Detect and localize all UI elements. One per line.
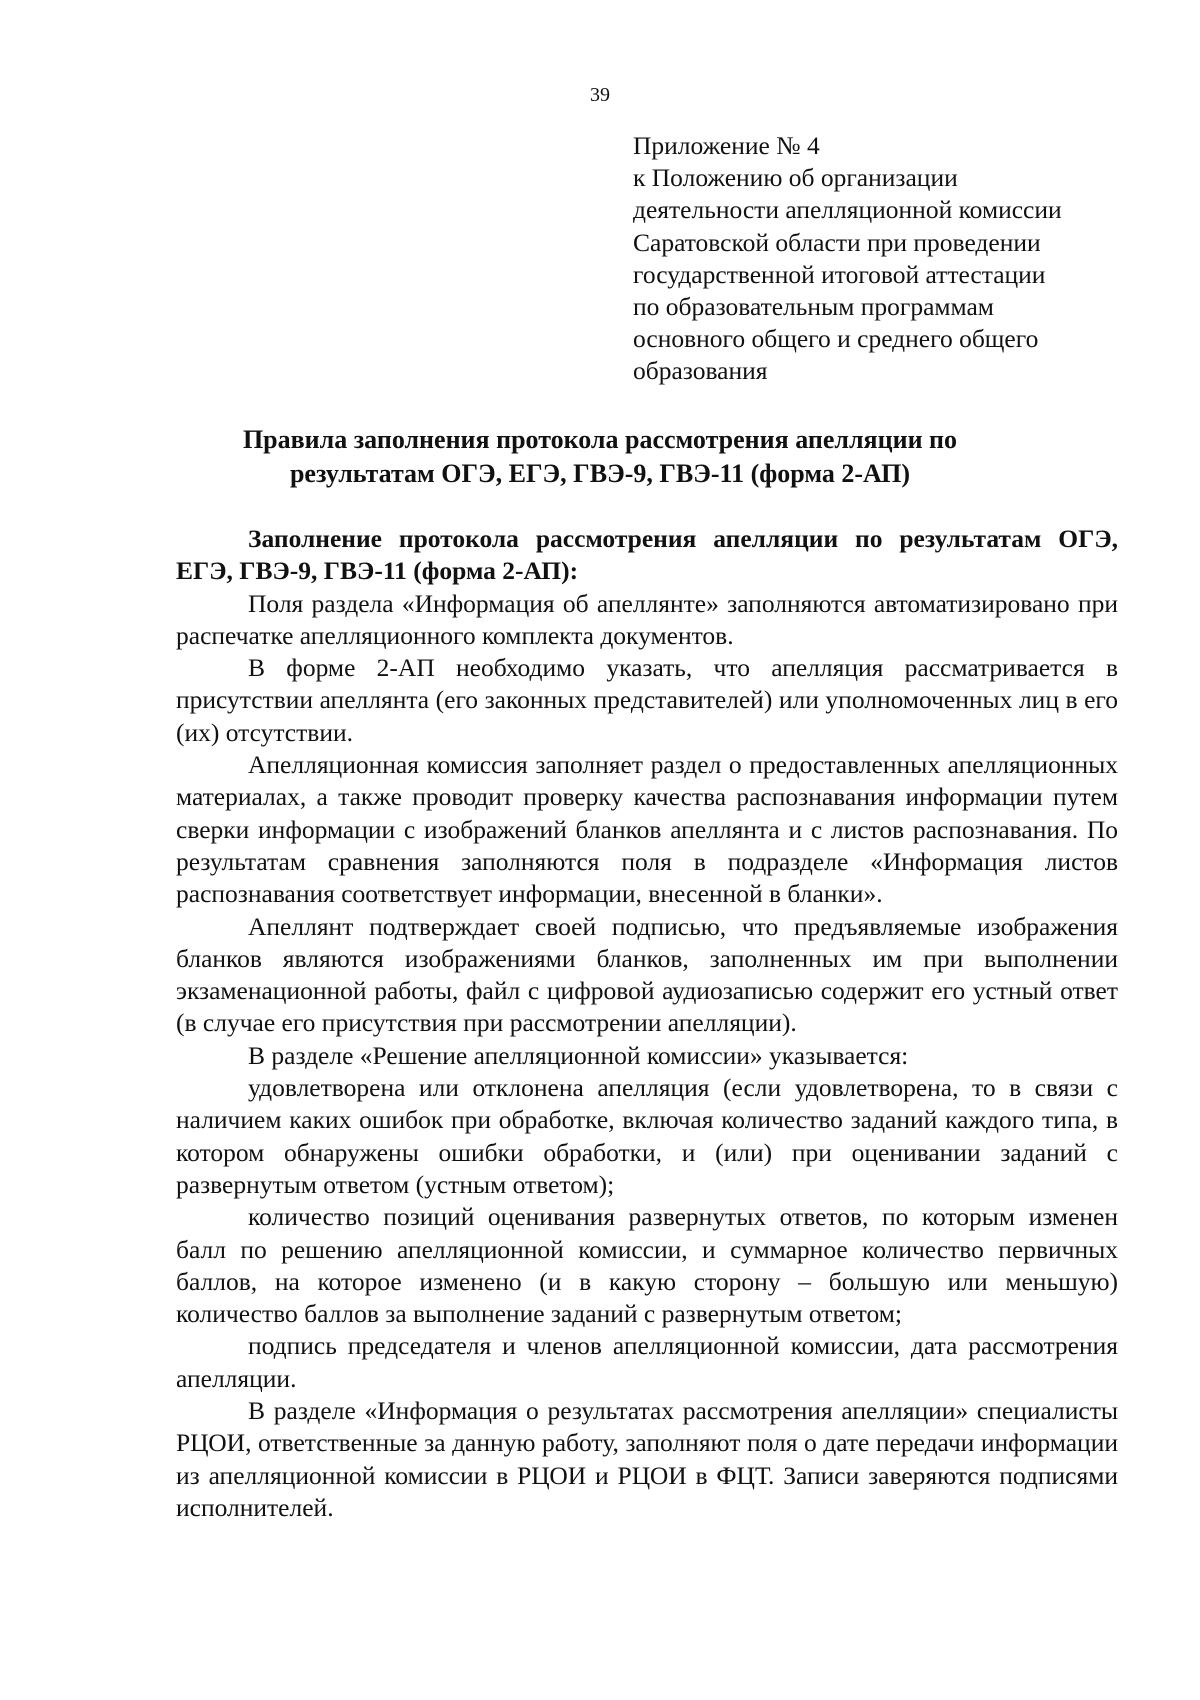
appendix-line: деятельности апелляционной комиссии bbox=[633, 195, 1062, 225]
document-title bbox=[200, 423, 1000, 491]
paragraph: количество позиций оценивания развернутых ответов, по которым изменен балл по решению апелляционной комиссии, и суммарное количество первичных баллов, на которое изменено (и в какую сторону – большую или меньшую) количество баллов за выполнение заданий с развернутым ответом; bbox=[176, 1202, 1118, 1329]
appendix-header bbox=[633, 130, 1153, 388]
paragraph: подпись председателя и членов апелляционной комиссии, дата рассмотрения апелляции. bbox=[176, 1331, 1118, 1393]
document-title-line: Правила заполнения протокола рассмотрения апелляции по bbox=[242, 425, 958, 454]
appendix-line: образования bbox=[633, 356, 768, 386]
paragraph: В разделе «Решение апелляционной комиссии» указывается: bbox=[248, 1040, 909, 1070]
page-number: 39 bbox=[590, 84, 610, 106]
appendix-line: основного общего и среднего общего bbox=[633, 324, 1039, 354]
appendix-line: Приложение № 4 bbox=[633, 131, 820, 160]
paragraph: В форме 2-АП необходимо указать, что апелляция рассматривается в присутствии апеллянта (его законных представителей) или уполномоченных лиц в его (их) отсутствии. bbox=[176, 653, 1118, 747]
appendix-line: Саратовской области при проведении bbox=[633, 227, 1041, 257]
paragraph: удовлетворена или отклонена апелляция (если удовлетворена, то в связи с наличием каких ошибок при обработке, включая количество заданий каждого типа, в котором обнаружены ошибки обработки, и (или) при оценивании заданий с развернутым ответом (устным ответом); bbox=[176, 1073, 1118, 1199]
document-title-line: результатам ОГЭ, ЕГЭ, ГВЭ-9, ГВЭ-11 (форма 2-АП) bbox=[289, 459, 911, 488]
appendix-line: государственной итоговой аттестации bbox=[633, 259, 1046, 289]
paragraph: Поля раздела «Информация об апеллянте» заполняются автоматизировано при распечатке апелляционного комплекта документов. bbox=[176, 588, 1118, 650]
appendix-line: по образовательным программам bbox=[633, 292, 994, 322]
paragraph: В разделе «Информация о результатах рассмотрения апелляции» специалисты РЦОИ, ответственные за данную работу, заполняют поля о дате передачи информации из апелляционной комиссии в РЦОИ и РЦОИ в ФЦТ. Записи заверяются подписями исполнителей. bbox=[176, 1396, 1118, 1522]
paragraph: Апеллянт подтверждает своей подписью, что предъявляемые изображения бланков являются изображениями бланков, заполненных им при выполнении экзаменационной работы, файл с цифровой аудиозаписью содержит его устный ответ (в случае его присутствия при рассмотрении апелляции). bbox=[176, 911, 1118, 1038]
section-heading: Заполнение протокола рассмотрения апелляции по результатам ОГЭ, ЕГЭ, ГВЭ-9, ГВЭ-11 (форма 2-АП): bbox=[176, 524, 1118, 586]
document-body bbox=[176, 523, 1118, 1524]
paragraph: Апелляционная комиссия заполняет раздел о предоставленных апелляционных материалах, а также проводит проверку качества распознавания информации путем сверки информации с изображений бланков апеллянта и с листов распознавания. По результатам сравнения заполняются поля в подразделе «Информация листов распознавания соответствует информации, внесенной в бланки». bbox=[176, 750, 1118, 909]
appendix-line: к Положению об организации bbox=[633, 163, 958, 193]
